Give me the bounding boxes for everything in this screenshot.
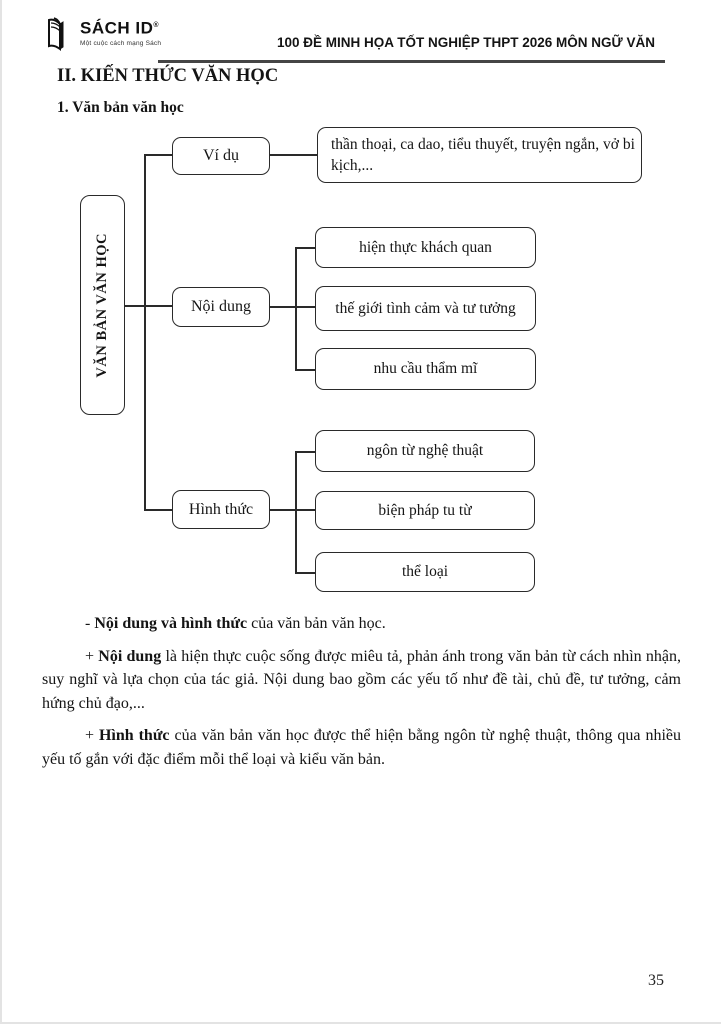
branch-label: Nội dung [191, 298, 251, 315]
subsection-heading: 1. Văn bản văn học [57, 99, 184, 116]
page-number: 35 [648, 972, 664, 989]
connector-line [270, 509, 315, 511]
connector-line [295, 451, 315, 453]
leaf-label: nhu cầu thẩm mĩ [373, 360, 478, 377]
connector-line [295, 451, 297, 573]
connector-line [295, 247, 297, 370]
leaf-box-the-loai [315, 552, 535, 592]
paragraph-prefix: - [85, 615, 95, 632]
leaf-label: thế giới tình cảm và tư tưởng [335, 299, 516, 317]
leaf-box-ngon-tu [315, 430, 535, 472]
leaf-box-examples [317, 127, 642, 183]
leaf-box-hien-thuc [315, 227, 536, 268]
paragraph-hinh-thuc [42, 724, 681, 771]
paragraph-noi-dung [42, 645, 681, 716]
paragraph-bold-term: Nội dung [98, 647, 162, 665]
paragraph-body: của văn bản văn học. [247, 615, 386, 632]
leaf-label: hiện thực khách quan [359, 238, 492, 256]
connector-line [125, 305, 173, 307]
leaf-box-nhu-cau-tham-mi [315, 348, 536, 390]
registered-mark: ® [153, 22, 160, 29]
connector-line [270, 306, 315, 308]
connector-line [270, 154, 317, 156]
logo-name: SÁCH ID® [80, 18, 160, 38]
connector-line [145, 154, 172, 156]
header-title: 100 ĐỀ MINH HỌA TỐT NGHIỆP THPT 2026 MÔN NGỮ VĂN [276, 35, 655, 50]
diagram-root-box [80, 195, 125, 415]
paragraph-body: của văn bản văn học được thể hiện bằng ngôn từ nghệ thuật, thông qua nhiều yếu tố gắn với đặc điểm mỗi thể loại và kiểu văn bản. [42, 727, 681, 768]
connector-line [145, 509, 172, 511]
branch-label: Ví dụ [203, 147, 239, 164]
leaf-label: thể loại [401, 563, 449, 580]
publisher-logo [46, 16, 161, 52]
connector-line [295, 369, 315, 371]
leaf-box-the-gioi-tinh-cam [315, 286, 536, 331]
leaf-label: ngôn từ nghệ thuật [366, 442, 484, 459]
branch-label: Hình thức [188, 500, 254, 518]
paragraph-bold-term: Hình thức [98, 727, 170, 744]
header-rule [158, 60, 665, 63]
branch-box-vi-du [172, 137, 270, 175]
diagram-root-label: VĂN BẢN VĂN HỌC [94, 232, 110, 378]
leaf-label: biện pháp tu từ [378, 501, 472, 519]
body-text [42, 612, 681, 780]
connector-line [295, 572, 315, 574]
branch-box-hinh-thuc [172, 490, 270, 529]
connector-line [295, 247, 315, 249]
section-heading: II. KIẾN THỨC VĂN HỌC [57, 66, 279, 86]
paragraph-prefix: + [85, 727, 99, 744]
book-icon [46, 16, 76, 52]
leaf-box-bien-phap-tu-tu [315, 491, 535, 530]
branch-box-noi-dung [172, 287, 270, 327]
paragraph-prefix: + [85, 647, 99, 665]
leaf-label: thần thoại, ca dao, tiểu thuyết, truyện ngắn, vở bi kịch,... [331, 136, 635, 174]
paragraph-bold-term: Nội dung và hình thức [94, 615, 248, 632]
connector-line [144, 154, 146, 511]
paragraph-noi-dung-hinh-thuc [42, 612, 681, 636]
logo-tagline: Một cuộc cách mạng Sách [80, 39, 162, 47]
paragraph-body: là hiện thực cuộc sống được miêu tả, phản ánh trong văn bản từ cách nhìn nhận, suy nghĩ và lựa chọn của tác giả. Nội dung bao gồm các yếu tố như đề tài, chủ đề, tư tưởng, cảm hứng chủ đạo,... [42, 647, 681, 712]
